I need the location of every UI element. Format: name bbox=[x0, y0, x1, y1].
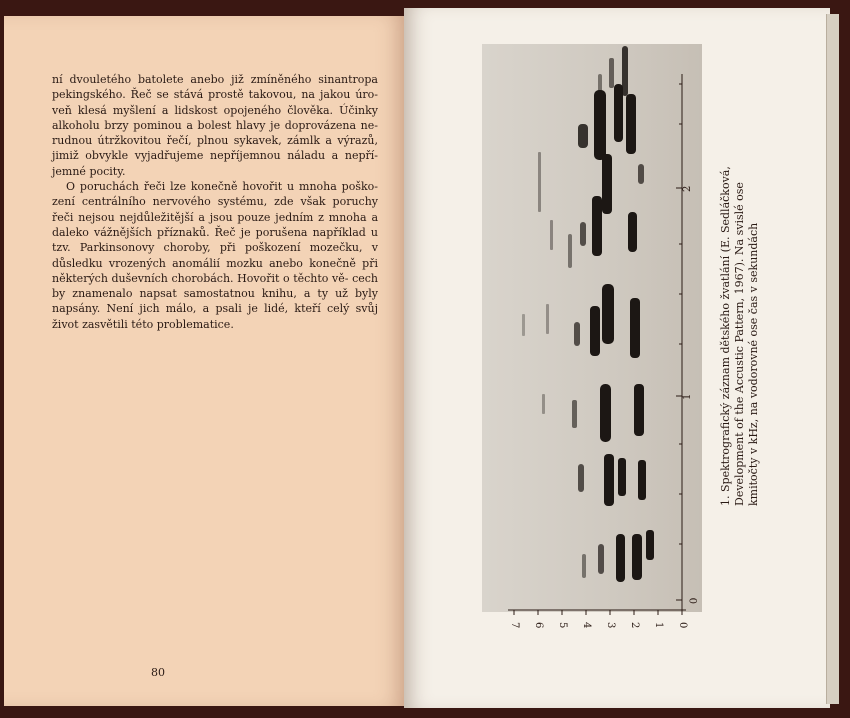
left-page-text bbox=[52, 72, 378, 332]
text-line: veň klesá myšlení a lidskost opojeného člověka. Účinky bbox=[52, 103, 378, 117]
text-line: a daleko vážnějších příznaků. Řeč je porušena například bbox=[52, 210, 378, 239]
time-tick-label: 0 bbox=[689, 597, 700, 604]
caption-line: 1. Spektrografický záznam dětského žvatlání (E. Sedláčková, bbox=[719, 166, 732, 506]
text-line: pekingského. Řeč se stává prostě takovou, na jakou úro- bbox=[52, 88, 378, 102]
text-line: alkoholu brzy pominou a bolest hlavy je doprovázena ne- bbox=[52, 118, 378, 132]
text-line: řeči nejsou nejdůležitější a jsou pouze jedním z mnoha bbox=[52, 210, 367, 224]
frequency-tick-label: 7 bbox=[509, 622, 520, 629]
text-line: ní dvouletého batolete anebo již zmíněného sinantropa bbox=[52, 73, 378, 86]
caption-line: Development of the Accustic Pattern, 1967). Na svislé ose bbox=[733, 182, 746, 506]
figure-caption-text bbox=[719, 166, 761, 506]
page-number: 80 bbox=[151, 666, 165, 679]
text-line: svůj život zasvětili této problematice. bbox=[52, 302, 378, 331]
text-line: jemné pocity. bbox=[52, 164, 126, 178]
text-line: jimiž obvykle vyjadřujeme nepříjemnou náladu a nepří- bbox=[52, 149, 378, 163]
text-line: v důsledku vrozených anomálií mozku anebo konečně bbox=[52, 241, 378, 270]
figure-caption bbox=[719, 166, 760, 506]
text-line: u tzv. Parkinsonovy choroby, při poškození mozečku, bbox=[52, 225, 378, 255]
paragraph-1 bbox=[52, 72, 378, 179]
frequency-tick-label: 2 bbox=[629, 622, 640, 629]
frequency-tick-label: 0 bbox=[677, 622, 688, 629]
text-line: zení centrálního nervového systému, zde však poruchy bbox=[52, 195, 378, 209]
frequency-tick-label: 1 bbox=[653, 622, 664, 629]
time-tick-label: 1 bbox=[682, 393, 693, 400]
page-edge bbox=[826, 14, 839, 704]
text-line: cech by znamenalo napsat samostatnou knihu, a ty už bbox=[52, 271, 378, 301]
frequency-tick-label: 6 bbox=[533, 622, 544, 629]
left-page bbox=[4, 16, 407, 706]
frequency-tick-label: 5 bbox=[557, 622, 568, 629]
text-line: O poruchách řeči lze konečně hovořit u mnoha poško- bbox=[66, 180, 378, 194]
frequency-tick-label: 4 bbox=[581, 622, 592, 629]
frequency-tick-label: 3 bbox=[605, 622, 616, 629]
spectrogram-figure bbox=[482, 44, 702, 630]
caption-line: kmitočty v kHz, na vodorovné ose čas v sekundách bbox=[747, 222, 760, 506]
text-line: při některých duševních chorobách. Hovořit o těchto vě- bbox=[52, 256, 378, 285]
text-line: byly napsány. Není jich málo, a psali je lidé, kteří celý bbox=[52, 287, 378, 316]
paragraph-2 bbox=[52, 179, 378, 332]
text-line: rudnou útržkovitou řečí, plnou sykavek, zámlk a výrazů, bbox=[52, 134, 378, 148]
time-tick-label: 2 bbox=[682, 185, 693, 192]
frequency-tick-labels bbox=[509, 622, 688, 628]
